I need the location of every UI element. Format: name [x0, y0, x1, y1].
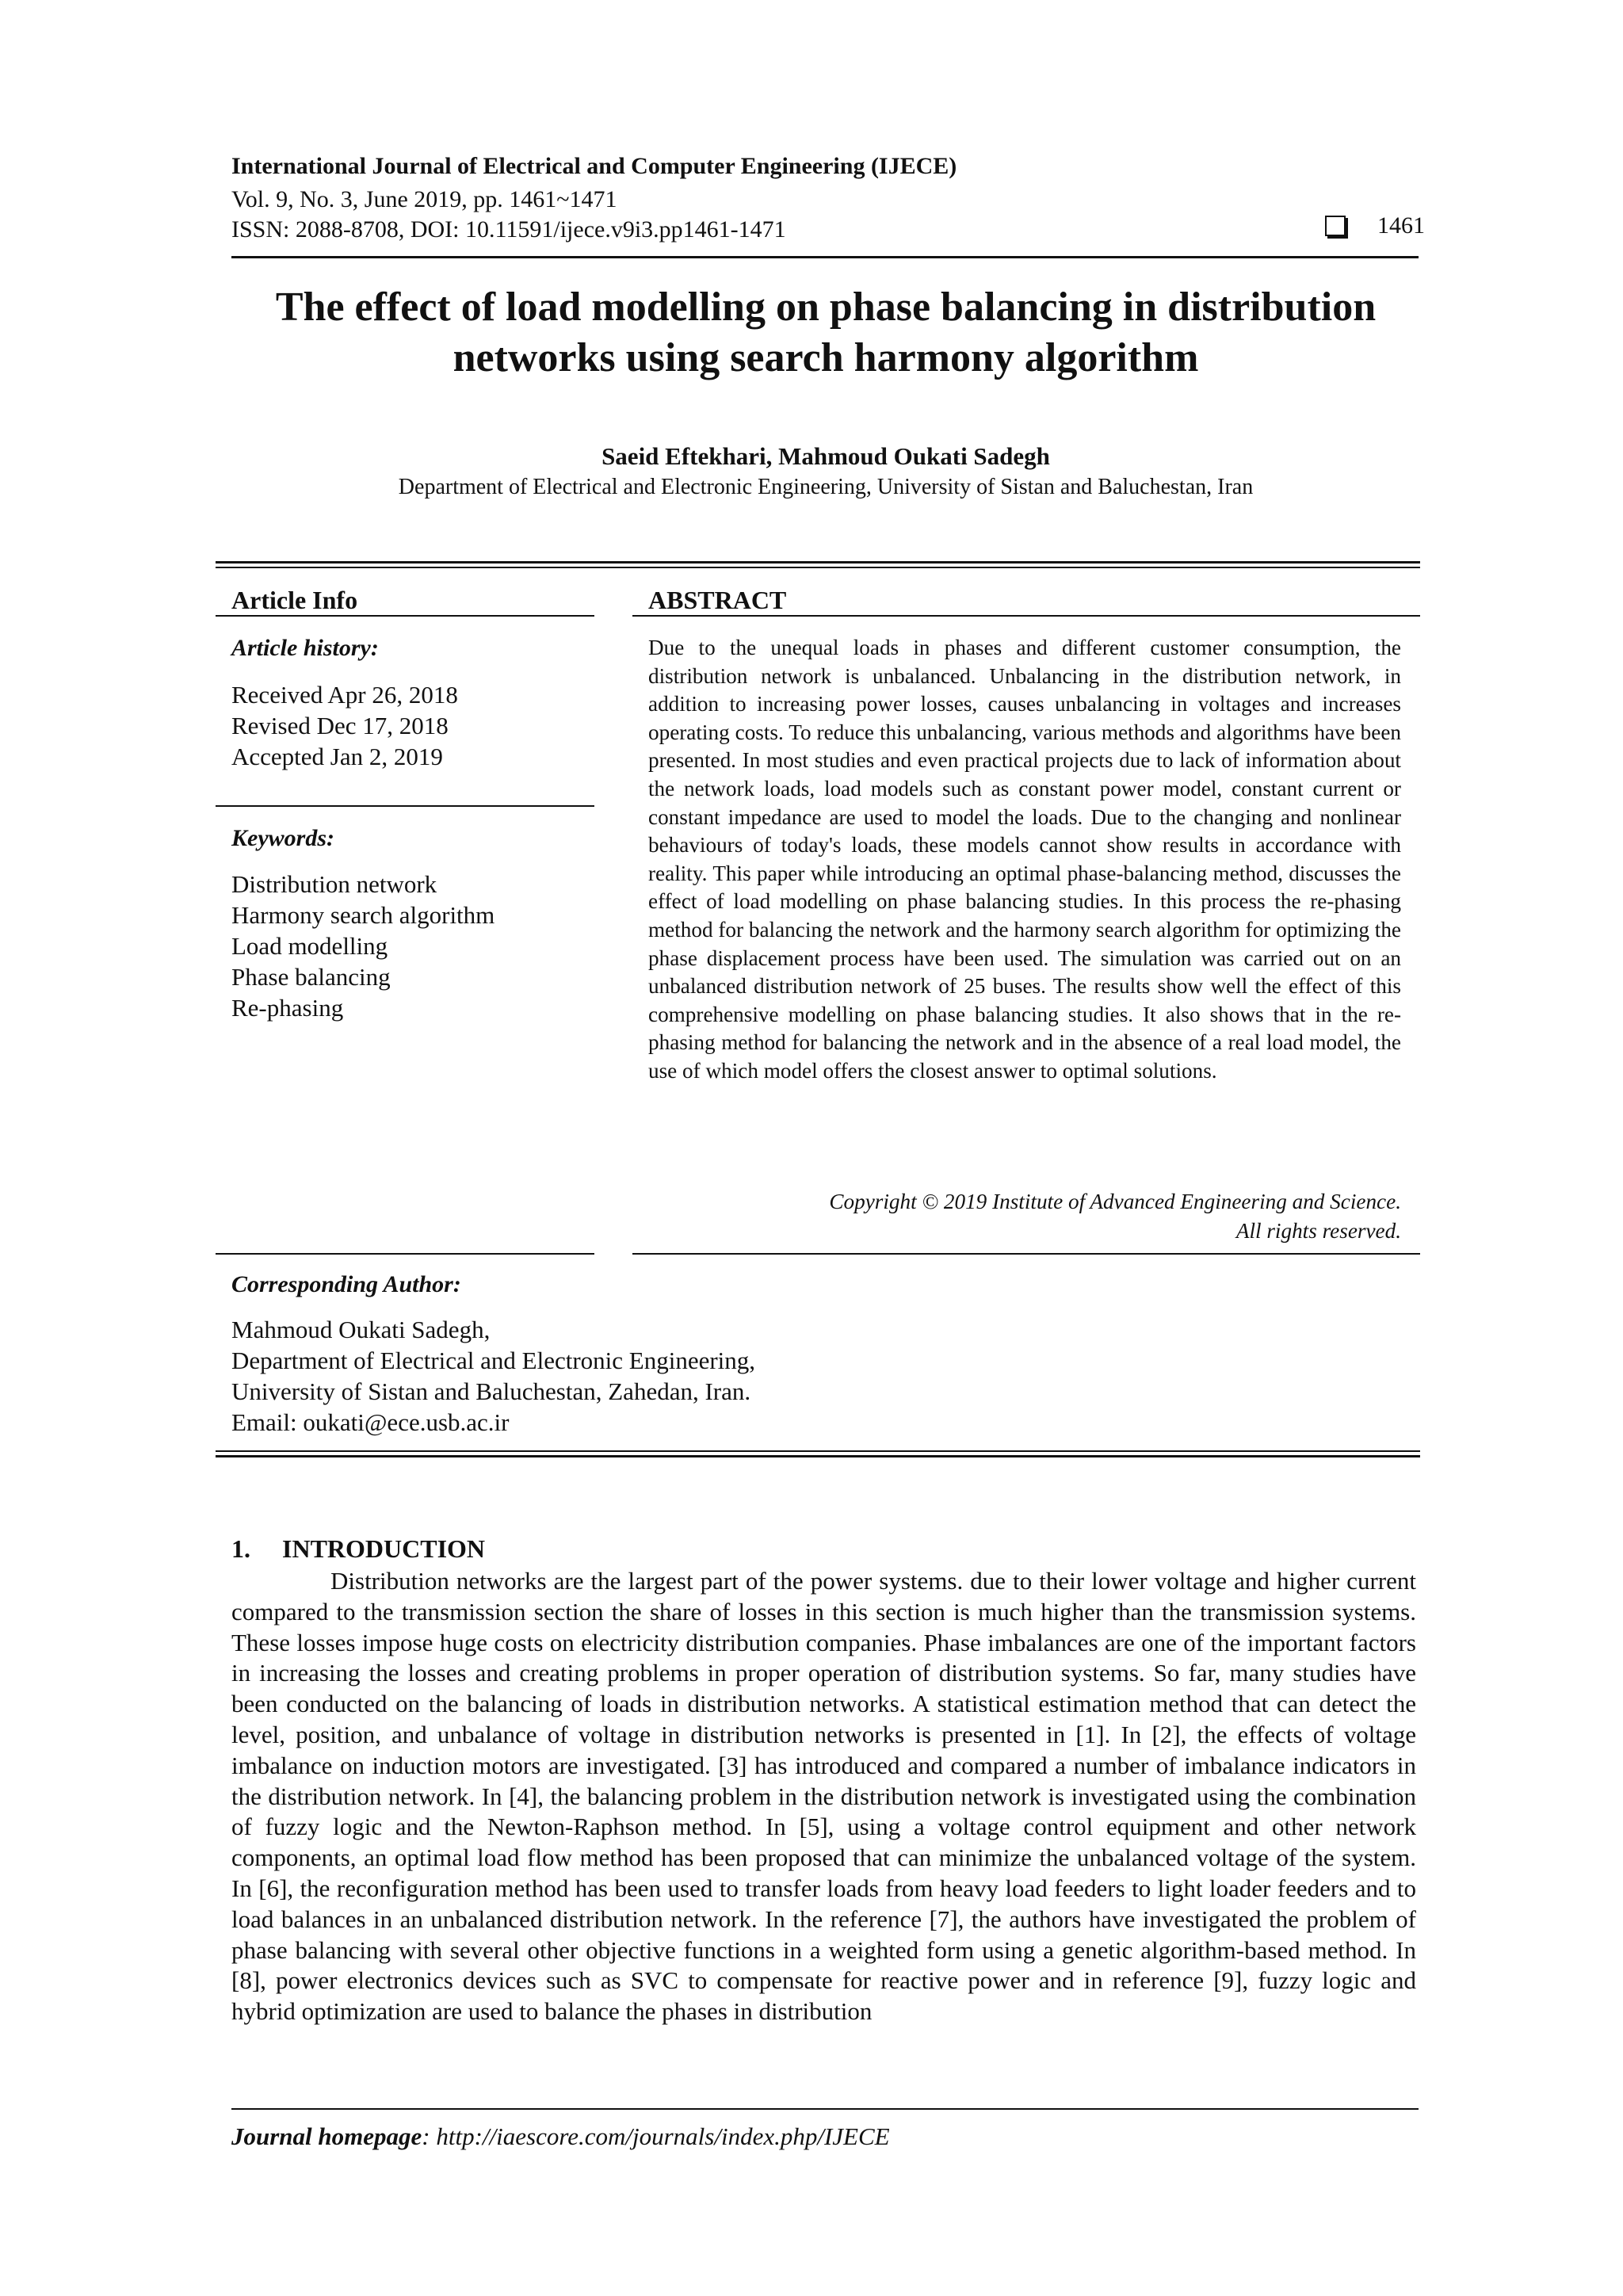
keywords-list — [231, 869, 495, 1023]
info-top-rule-2 — [216, 567, 1420, 568]
square-bullet-icon — [1325, 216, 1346, 236]
section-number: 1. — [231, 1534, 250, 1563]
authors: Saeid Eftekhari, Mahmoud Oukati Sadegh — [601, 442, 1050, 470]
revised-date: Revised Dec 17, 2018 — [231, 712, 449, 739]
copyright — [829, 1187, 1401, 1246]
corresponding-email: Email: oukati@ece.usb.ac.ir — [231, 1408, 510, 1436]
title-line-1: The effect of load modelling on phase balancing in distribution — [275, 285, 1377, 330]
keywords-heading: Keywords: — [231, 825, 334, 851]
corresponding-name: Mahmoud Oukati Sadegh, — [231, 1316, 491, 1343]
article-info-rule — [216, 615, 594, 617]
abstract-bottom-rule — [632, 1253, 1420, 1255]
header-rule — [231, 256, 1419, 258]
abstract-text: Due to the unequal loads in phases and different customer consumption, the distribution network is unbalanced. Unbalancing in the distribution network, in addition to increasing power losses, causes unbalancing in voltages and increases operating costs. To reduce this unbalancing, various methods and algorithms have been presented. In most studies and even practical projects due to lack of information about the network loads, load models such as constant power model, constant current or constant impedance are used to model the loads. Due to the changing and nonlinear behaviours of today's loads, these models cannot show results in accordance with reality. This paper while introducing an optimal phase-balancing method, discusses the effect of load modelling on phase balancing studies. In this process the re-phasing method for balancing the network and the harmony search algorithm for optimizing the phase displacement process have been used. The simulation was carried out on an unbalanced distribution network of 25 buses. The results show well the effect of this comprehensive modelling on phase balancing studies. It also shows that in the re-phasing method for balancing the network and in the absence of a real load model, the use of which model offers the closest answer to optimal solutions. — [648, 636, 1401, 1083]
article-history-heading: Article history: — [231, 635, 379, 661]
journal-homepage — [231, 2122, 890, 2151]
received-date: Received Apr 26, 2018 — [231, 681, 458, 709]
info-bottom-rule-2 — [216, 1455, 1420, 1457]
introduction-heading — [231, 1534, 517, 1564]
title-line-2: networks using search harmony algorithm — [453, 335, 1199, 380]
article-info-heading: Article Info — [231, 586, 358, 614]
footer-rule — [231, 2108, 1419, 2110]
info-top-rule — [216, 561, 1420, 563]
corresponding-author — [231, 1314, 755, 1438]
keyword: Re-phasing — [231, 994, 344, 1022]
abstract-heading: ABSTRACT — [648, 586, 787, 614]
paper-title — [231, 282, 1420, 384]
page-number-area — [1325, 212, 1425, 239]
introduction-text: Distribution networks are the largest part of the power systems. due to their lower voltage and higher current compared to the transmission section the share of losses in this section is much higher than the transmission systems. These losses impose huge costs on electricity distribution companies. Phase imbalances are one of the important factors in increasing the losses and creating problems in proper operation of distribution systems. So far, many studies have been conducted on the balancing of loads in distribution networks. A statistical estimation method that can detect the level, position, and unbalance of voltage in distribution networks is presented in [1]. In [2], the effects of voltage imbalance on induction motors are investigated. [3] has introduced and compared a number of imbalance indicators in the distribution network. In [4], the balancing problem in the distribution network is investigated using the combination of fuzzy logic and the Newton-Raphson method. In [5], using a voltage control equipment and other network components, an optimal load flow method has been proposed that can minimize the unbalanced voltage of the system. In [6], the reconfiguration method has been used to transfer loads from heavy load feeders to light loader feeders and to load balances in an unbalanced distribution network. In the reference [7], the authors have investigated the problem of phase balancing with several other objective functions in a weighted form using a genetic algorithm-based method. In [8], power electronics devices such as SVC to compensate for reactive power and in reference [9], fuzzy logic and hybrid optimization are used to balance the phases in distribution — [231, 1567, 1416, 2026]
page-number: 1461 — [1377, 212, 1425, 239]
corresponding-dept: Department of Electrical and Electronic Engineering, — [231, 1347, 756, 1374]
corresponding-author-heading: Corresponding Author: — [231, 1271, 461, 1297]
info-bottom-rule — [216, 1450, 1420, 1452]
history-rule — [216, 805, 594, 807]
copyright-line-2: All rights reserved. — [1235, 1219, 1401, 1243]
affiliation: Department of Electrical and Electronic Engineering, University of Sistan and Baluchestan, Iran — [398, 475, 1254, 499]
journal-issn: ISSN: 2088-8708, DOI: 10.11591/ijece.v9i3.pp1461-1471 — [231, 216, 786, 243]
accepted-date: Accepted Jan 2, 2019 — [231, 743, 443, 770]
footer-label: Journal homepage — [231, 2122, 422, 2150]
corresponding-univ: University of Sistan and Baluchestan, Zahedan, Iran. — [231, 1377, 751, 1405]
keyword: Harmony search algorithm — [231, 901, 495, 929]
keyword: Phase balancing — [231, 963, 391, 991]
keyword: Load modelling — [231, 932, 388, 960]
section-title: INTRODUCTION — [282, 1534, 486, 1563]
copyright-line-1: Copyright © 2019 Institute of Advanced Engineering and Science. — [829, 1190, 1401, 1213]
abstract-rule — [632, 615, 1420, 617]
left-column-bottom-rule — [216, 1253, 594, 1255]
keyword: Distribution network — [231, 870, 437, 898]
journal-volume: Vol. 9, No. 3, June 2019, pp. 1461~1471 — [231, 186, 617, 212]
footer-url: : http://iaescore.com/journals/index.php/IJECE — [422, 2122, 890, 2150]
journal-name: International Journal of Electrical and Computer Engineering (IJECE) — [231, 153, 957, 179]
article-history — [231, 679, 458, 772]
